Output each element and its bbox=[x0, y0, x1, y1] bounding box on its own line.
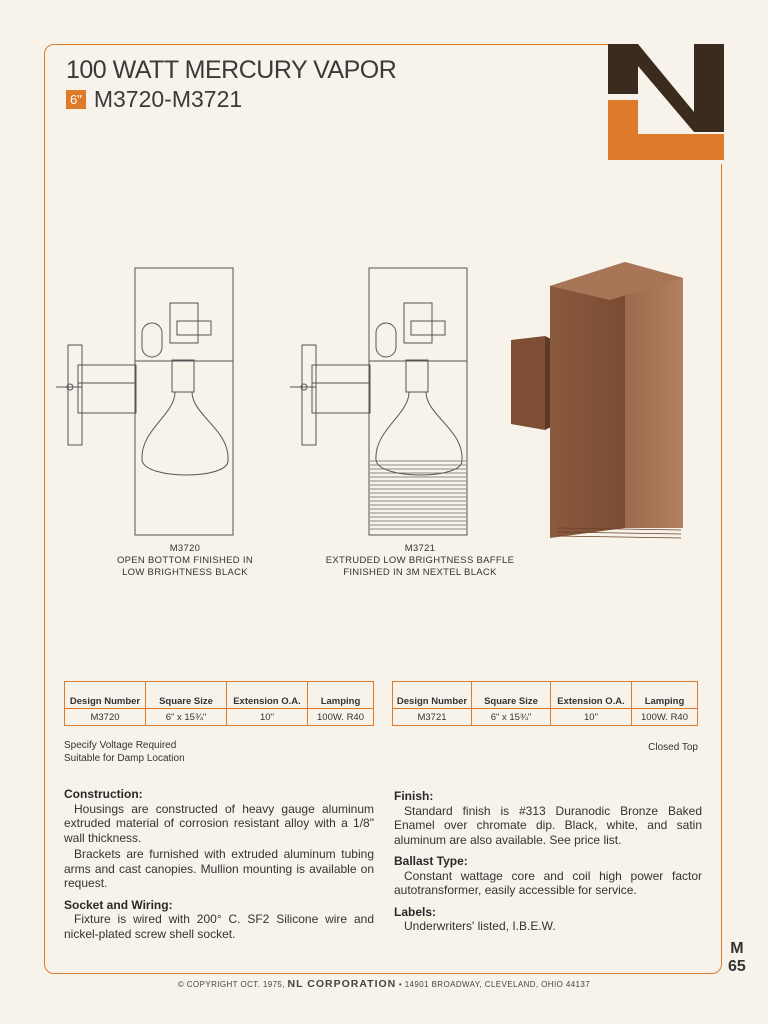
col-design-number: Design Number bbox=[65, 682, 146, 709]
caption-line: OPEN BOTTOM FINISHED IN bbox=[116, 555, 254, 566]
labels-paragraph: Underwriters' listed, I.B.E.W. bbox=[404, 919, 556, 933]
corporation-name: NL CORPORATION bbox=[287, 978, 397, 990]
fixture-photo bbox=[505, 258, 685, 550]
spec-table-m3721 bbox=[392, 681, 698, 726]
voltage-note bbox=[64, 739, 185, 765]
table-cell: 100W. R40 bbox=[308, 709, 374, 726]
table-cell: 6" x 15¾" bbox=[472, 709, 551, 726]
copyright: © COPYRIGHT OCT. 1975, bbox=[177, 980, 285, 989]
spec-table-m3720 bbox=[64, 681, 374, 726]
m3720-drawing bbox=[50, 265, 250, 540]
table-row bbox=[65, 709, 374, 726]
col-lamping: Lamping bbox=[632, 682, 698, 709]
caption-line: FINISHED IN 3M NEXTEL BLACK bbox=[343, 567, 497, 578]
page-number: 65 bbox=[728, 958, 746, 975]
wall-bracket bbox=[511, 336, 545, 430]
ballast-paragraph: Constant wattage core and coil high power factor autotransformer, easily accessible for service. bbox=[394, 868, 702, 897]
note-line: Suitable for Damp Location bbox=[64, 753, 185, 764]
table-cell: 10" bbox=[551, 709, 632, 726]
model-numbers: M3720-M3721 bbox=[93, 86, 243, 112]
col-extension: Extension O.A. bbox=[227, 682, 308, 709]
housing-front bbox=[550, 262, 625, 538]
construction-paragraph: Housings are constructed of heavy gauge aluminum extruded material of corrosion resistant alloy with a 1/8" wall thickness. bbox=[64, 801, 374, 845]
finish-heading: Finish: bbox=[394, 789, 434, 803]
caption-model: M3721 bbox=[404, 543, 436, 554]
address: • 14901 BROADWAY, CLEVELAND, OHIO 44137 bbox=[398, 980, 591, 989]
col-square-size: Square Size bbox=[146, 682, 227, 709]
ballast-heading: Ballast Type: bbox=[394, 854, 468, 868]
baffle-lines bbox=[370, 461, 466, 529]
page-mark bbox=[728, 940, 746, 976]
section-letter: M bbox=[730, 940, 744, 957]
construction-heading: Construction: bbox=[64, 787, 143, 801]
table-cell: M3720 bbox=[65, 709, 146, 726]
m3720-caption bbox=[95, 543, 275, 579]
footer bbox=[0, 978, 768, 990]
socket-paragraph: Fixture is wired with 200° C. SF2 Silicone wire and nickel-plated screw shell socket. bbox=[64, 912, 374, 941]
caption-line: EXTRUDED LOW BRIGHTNESS BAFFLE bbox=[325, 555, 515, 566]
note-line: Specify Voltage Required bbox=[64, 740, 177, 751]
size-badge: 6" bbox=[66, 90, 86, 109]
m3721-caption bbox=[300, 543, 540, 579]
model-line bbox=[66, 86, 242, 113]
caption-line: LOW BRIGHTNESS BLACK bbox=[122, 567, 248, 578]
nl-logo bbox=[608, 44, 724, 164]
labels-heading: Labels: bbox=[394, 904, 437, 919]
socket-heading: Socket and Wiring: bbox=[64, 897, 173, 912]
col-square-size: Square Size bbox=[472, 682, 551, 709]
m3721-drawing bbox=[284, 265, 484, 540]
left-column bbox=[64, 787, 374, 943]
table-row bbox=[393, 709, 698, 726]
col-lamping: Lamping bbox=[308, 682, 374, 709]
construction-paragraph: Brackets are furnished with extruded aluminum tubing arms and cast canopies. Mullion mounting is available on request. bbox=[64, 847, 374, 890]
table-cell: 100W. R40 bbox=[632, 709, 698, 726]
caption-model: M3720 bbox=[169, 543, 201, 554]
table-cell: 6" x 15¾" bbox=[146, 709, 227, 726]
closed-top-note: Closed Top bbox=[648, 742, 698, 753]
finish-paragraph: Standard finish is #313 Duranodic Bronze Baked Enamel over chromate dip. Black, white, and satin aluminum are also available. See price list. bbox=[394, 803, 702, 847]
page-title: 100 WATT MERCURY VAPOR bbox=[66, 56, 397, 84]
col-extension: Extension O.A. bbox=[551, 682, 632, 709]
right-column bbox=[394, 789, 702, 936]
housing-side bbox=[625, 262, 683, 528]
table-cell: 10" bbox=[227, 709, 308, 726]
table-cell: M3721 bbox=[393, 709, 472, 726]
col-design-number: Design Number bbox=[393, 682, 472, 709]
